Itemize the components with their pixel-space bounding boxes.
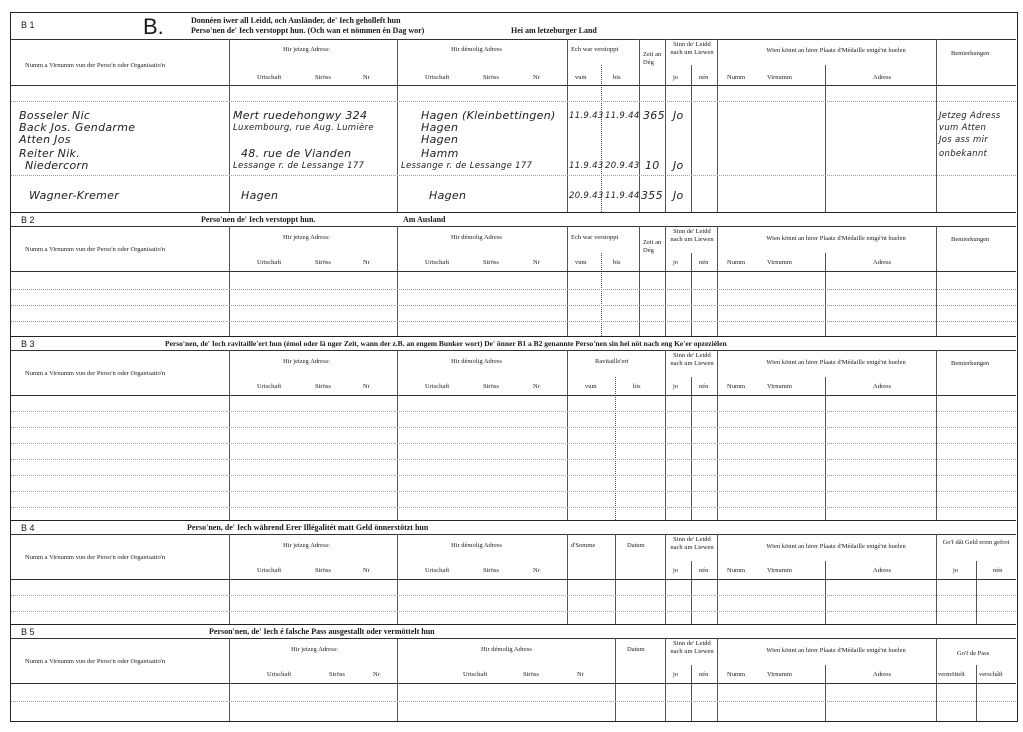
row-current: Mert ruedehongwy 324 — [233, 109, 368, 122]
row-remark: vum Atten — [939, 123, 987, 133]
header-town: Urtschaft — [425, 259, 450, 266]
header-to: bis — [633, 383, 641, 390]
section-code: B 5 — [21, 627, 35, 637]
header-medal: Wien könnt an hirer Plaatz d'Médaille entgé'nt huelen — [766, 543, 906, 550]
header-sum: d'Somme — [571, 542, 596, 549]
header-to: bis — [613, 259, 621, 266]
header-street: Ströss — [483, 259, 499, 266]
header-nr: Nr — [363, 74, 370, 81]
row-current: Hagen — [241, 189, 279, 202]
row-to: 20.9.43 — [605, 161, 640, 171]
header-street: Ströss — [329, 671, 345, 678]
header-nr: Nr — [363, 383, 370, 390]
header-time: Zeit an Dég — [643, 51, 662, 66]
header-current-address: Hir jetzeg Adress: — [283, 234, 330, 241]
header-from: vum — [585, 383, 597, 390]
row-former: Hagen — [429, 189, 467, 202]
header-town: Urtschaft — [425, 567, 450, 574]
header-medal-first: Virnumm — [767, 383, 792, 390]
header-medal-address: Adress — [873, 567, 892, 574]
header-suffered: Sinn de' Leidd nach um Liewen — [670, 41, 714, 56]
row-from: 20.9.43 — [569, 191, 604, 201]
header-name: Numm a Virnumm vun der Perso'n oder Organisatio'n — [25, 246, 166, 253]
row-yes: Jo — [673, 109, 684, 122]
row-current: Lessange r. de Lessange 177 — [233, 161, 365, 171]
header-date: Datum — [627, 646, 645, 653]
row-current: 48. rue de Vianden — [241, 147, 352, 160]
section-title: Am Ausland — [403, 215, 446, 224]
header-from: vum — [575, 74, 587, 81]
header-street: Ströss — [483, 383, 499, 390]
row-former: Hagen — [421, 133, 459, 146]
header-yes: jo — [673, 671, 679, 678]
header-name: Numm a Virnumm vun der Perso'n oder Organisatio'n — [25, 554, 166, 561]
header-suffered: Sinn de' Leidd nach um Liewen — [670, 228, 714, 243]
big-letter: B. — [143, 14, 164, 39]
header-town: Urtschaft — [463, 671, 488, 678]
header-suffered: Sinn de' Leidd nach um Liewen — [670, 352, 714, 367]
section-b1 — [11, 13, 1016, 213]
row-from: 11.9.43 — [569, 161, 604, 171]
header-street: Ströss — [315, 259, 331, 266]
header-medal-first: Virnumm — [767, 671, 792, 678]
header-medal: Wien könnt an hirer Plaatz d'Médaille entgé'nt huelen — [766, 47, 906, 54]
header-name: Numm a Virnumm vun der Perso'n oder Organisatio'n — [25, 370, 166, 377]
header-suffered: Sinn de' Leidd nach um Liewen — [670, 536, 714, 551]
header-town: Urtschaft — [425, 383, 450, 390]
section-b2 — [11, 213, 1016, 337]
header-medal-name: Numm — [727, 74, 746, 81]
row-name: Bosseler Nic — [19, 109, 91, 122]
header-hidden: Ech war verstoppt — [571, 46, 619, 53]
header-medal-name: Numm — [727, 259, 746, 266]
header-time: Zeit an Dég — [643, 239, 662, 254]
row-days: 10 — [645, 159, 660, 172]
section-b4 — [11, 521, 1016, 625]
header-nr: Nr — [363, 259, 370, 266]
header-medal: Wien könnt an hirer Plaatz d'Médaille entgé'nt huelen — [766, 235, 906, 242]
header-medal-address: Adress — [873, 259, 892, 266]
header-suffered: Sinn de' Leidd nach um Liewen — [670, 640, 714, 655]
header-town: Urtschaft — [257, 74, 282, 81]
row-name: Niedercorn — [25, 159, 89, 172]
header-yes: jo — [673, 74, 679, 81]
section-code: B 2 — [21, 215, 35, 225]
header-street: Ströss — [483, 74, 499, 81]
header-town: Urtschaft — [257, 567, 282, 574]
header-nr: Nr — [577, 671, 584, 678]
header-medal-first: Virnumm — [767, 259, 792, 266]
header-yes: jo — [673, 567, 679, 574]
header-street: Ströss — [315, 383, 331, 390]
header-ravitaille: Ravitaille'ert — [595, 358, 629, 365]
header-issued: vermöttelt — [938, 671, 965, 678]
header-no: nén — [699, 383, 709, 390]
row-days: 355 — [641, 189, 663, 202]
row-current: Luxembourg, rue Aug. Lumière — [233, 123, 374, 133]
row-name: Reiter Nik. — [19, 147, 81, 160]
header-got-pass: Go'f de Pass — [957, 650, 990, 657]
row-former: Hagen (Kleinbettingen) — [421, 109, 556, 122]
header-former-address: Hir démolig Adress — [481, 646, 532, 653]
header-medal-name: Numm — [727, 567, 746, 574]
header-former-address: Hir démolig Adress — [451, 542, 502, 549]
header-no: nén — [699, 567, 709, 574]
header-to: bis — [613, 74, 621, 81]
header-town: Urtschaft — [425, 74, 450, 81]
section-title: Perso'nen, de' Iech während Erer Illégalitét matt Geld önnerstötzt hun — [187, 523, 429, 532]
row-from: 11.9.43 — [569, 111, 604, 121]
header-no: nén — [699, 259, 709, 266]
header-street: Ströss — [315, 74, 331, 81]
section-title: Perso'nen de' Iech verstoppt hun. — [201, 215, 316, 224]
row-name: Wagner-Kremer — [29, 189, 120, 202]
header-current-address: Hir jetzeg Adress: — [291, 646, 338, 653]
header-medal-name: Numm — [727, 671, 746, 678]
section-title: Perso'nen, de' Iech ravitaille'ert hun (émol oder lä nger Zeit, wann der z.B. an engem Bunker wort) De' önner B1 a B2 genannte Perso'nen sin hei nöt nach eng Ke'er opzeziélen — [165, 339, 727, 348]
header-no: nén — [699, 671, 709, 678]
header-town: Urtschaft — [257, 259, 282, 266]
header-date: Datum — [627, 542, 645, 549]
section-title: Person'nen, de' Iech é falsche Pass ausgestallt oder vermöttelt hun — [209, 627, 435, 636]
section-code: B 3 — [21, 339, 35, 349]
header-nr: Nr — [373, 671, 380, 678]
form-page — [10, 12, 1018, 722]
header-medal-address: Adress — [873, 74, 892, 81]
header-town: Urtschaft — [267, 671, 292, 678]
header-medal: Wien könnt an hirer Plaatz d'Médaille entgé'nt huelen — [766, 359, 906, 366]
row-name: Back Jos. Gendarme — [19, 121, 136, 134]
header-nr: Nr — [533, 383, 540, 390]
header-no: nén — [993, 567, 1003, 574]
header-yes: jo — [953, 567, 959, 574]
row-to: 11.9.44 — [605, 191, 640, 201]
row-remark: Jos ass mir — [939, 135, 989, 145]
header-remarks: Bemierkungen — [951, 236, 990, 243]
header-remarks: Bemierkungen — [951, 360, 990, 367]
row-to: 11.9.44 — [605, 111, 640, 121]
section-b5 — [11, 625, 1016, 721]
header-no: nén — [699, 74, 709, 81]
header-street: Ströss — [483, 567, 499, 574]
section-title: Perso'nen de' Iech verstoppt hun. (Och wan et nömmen én Dag wor) — [191, 26, 425, 35]
header-former-address: Hir démolig Adress — [451, 46, 502, 53]
header-name: Numm a Virnumm vun der Perso'n oder Organisatio'n — [25, 658, 166, 665]
header-medal-name: Numm — [727, 383, 746, 390]
header-medal-first: Virnumm — [767, 74, 792, 81]
section-title: Hei am letzeburger Land — [511, 26, 597, 35]
row-days: 365 — [643, 109, 665, 122]
header-nr: Nr — [533, 567, 540, 574]
header-former-address: Hir démolig Adress — [451, 234, 502, 241]
header-street: Ströss — [315, 567, 331, 574]
header-street: Ströss — [523, 671, 539, 678]
row-former: Lessange r. de Lessange 177 — [401, 161, 533, 171]
header-yes: jo — [673, 383, 679, 390]
header-medal-address: Adress — [873, 383, 892, 390]
header-made: verschâft — [979, 671, 1003, 678]
header-medal: Wien könnt an hirer Plaatz d'Médaille entgé'nt huelen — [766, 647, 906, 654]
section-code: B 1 — [21, 20, 35, 30]
header-nr: Nr — [533, 259, 540, 266]
header-remarks: Bemierkungen — [951, 50, 990, 57]
header-yes: jo — [673, 259, 679, 266]
section-title: Donnéen iwer all Leidd, och Ausländer, de' Iech geholleft hun — [191, 16, 401, 25]
header-name: Numm a Virnumm vun der Perso'n oder Organisatio'n — [25, 62, 166, 69]
row-former: Hagen — [421, 121, 459, 134]
section-code: B 4 — [21, 523, 35, 533]
row-name: Atten Jos — [19, 133, 71, 146]
row-former: Hamm — [421, 147, 459, 160]
header-current-address: Hir jetzeg Adress: — [283, 46, 330, 53]
row-yes: Jo — [673, 159, 684, 172]
header-medal-address: Adress — [873, 671, 892, 678]
header-from: vum — [575, 259, 587, 266]
section-b3 — [11, 337, 1016, 521]
header-nr: Nr — [533, 74, 540, 81]
header-current-address: Hir jetzeg Adress: — [283, 542, 330, 549]
row-remark: Jetzeg Adress — [939, 111, 1001, 121]
header-medal-first: Virnumm — [767, 567, 792, 574]
row-remark: onbekannt — [939, 149, 988, 159]
header-nr: Nr — [363, 567, 370, 574]
header-former-address: Hir démolig Adress — [451, 358, 502, 365]
header-got-money: Go'f dât Geld erem gefrot — [942, 539, 1010, 546]
header-current-address: Hir jetzeg Adress: — [283, 358, 330, 365]
row-yes: Jo — [673, 189, 684, 202]
header-town: Urtschaft — [257, 383, 282, 390]
header-hidden: Ech war verstoppt — [571, 234, 619, 241]
